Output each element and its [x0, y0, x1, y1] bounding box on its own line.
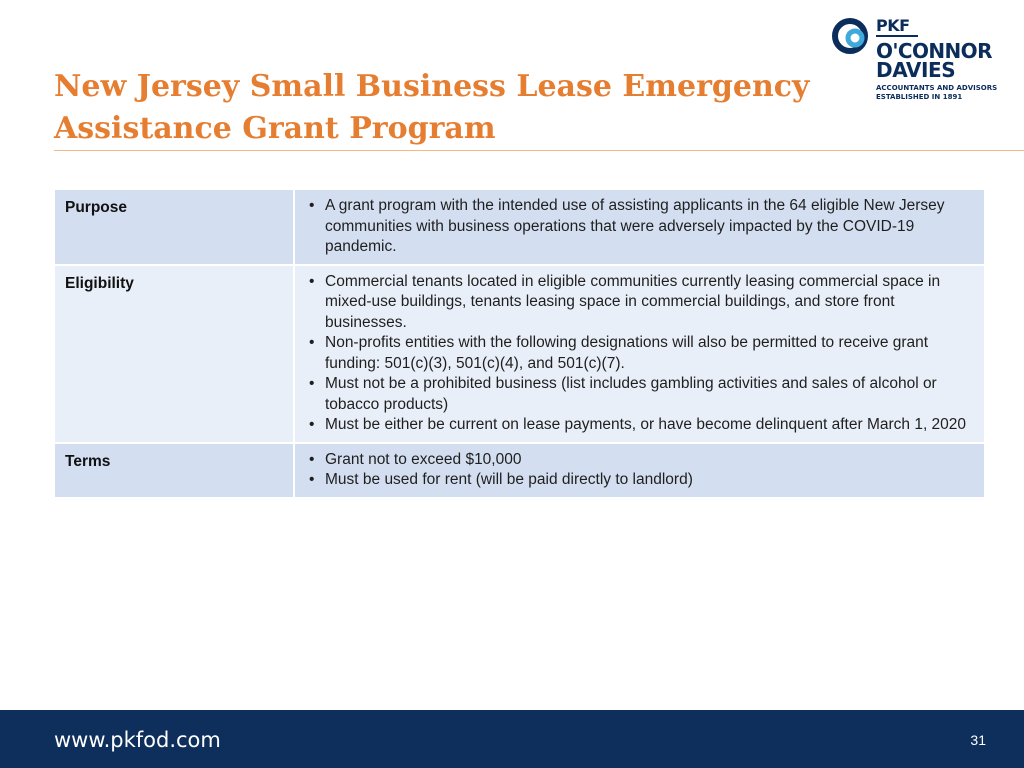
- row-label: Purpose: [55, 190, 295, 264]
- table-row-eligibility: [55, 264, 984, 442]
- table-row-terms: [55, 442, 984, 497]
- bullet-list: [305, 450, 974, 491]
- logo-mark-icon: [831, 16, 881, 66]
- row-label: Terms: [55, 442, 295, 497]
- bullet-item: • A grant program with the intended use of assisting applicants in the 64 eligible New Jersey communities with business operations that were adversely impacted by the COVID-19 pandemic.: [305, 196, 974, 258]
- bullet-item: • Must be either be current on lease payments, or have become delinquent after March 1, 2020: [305, 415, 974, 436]
- bullet-item: • Must be used for rent (will be paid directly to landlord): [305, 470, 974, 491]
- slide-title-line-2: Assistance Grant Program: [54, 111, 496, 146]
- bullet-list: [305, 196, 974, 258]
- bullet-list: [305, 272, 974, 436]
- slide-title: [54, 66, 854, 150]
- logo-divider: [876, 35, 918, 37]
- table-row-purpose: [55, 190, 984, 264]
- logo-established: ESTABLISHED IN 1891: [876, 93, 963, 101]
- row-content: [295, 442, 984, 497]
- footer-bar: [0, 710, 1024, 768]
- bullet-item: • Non-profits entities with the following designations will also be permitted to receive grant funding: 501(c)(3), 501(c)(4), and 501(c)(7).: [305, 333, 974, 374]
- page-number: 31: [970, 732, 986, 748]
- bullet-item: • Grant not to exceed $10,000: [305, 450, 974, 471]
- logo-name-line-2: DAVIES: [876, 58, 956, 82]
- row-content: [295, 190, 984, 264]
- title-divider: [54, 150, 1024, 151]
- slide-title-line-1: New Jersey Small Business Lease Emergency: [54, 69, 810, 104]
- bullet-item: • Commercial tenants located in eligible communities currently leasing commercial space in mixed-use buildings, tenants leasing space in commercial buildings, and store front businesses.: [305, 272, 974, 334]
- program-details-table: [55, 190, 984, 497]
- footer-website-link[interactable]: www.pkfod.com: [54, 728, 221, 752]
- row-label: Eligibility: [55, 264, 295, 442]
- logo-name-line-1: O'CONNOR: [876, 39, 992, 63]
- logo-tagline: ACCOUNTANTS AND ADVISORS: [876, 84, 998, 92]
- logo-brand: PKF: [876, 16, 910, 35]
- bullet-item: • Must not be a prohibited business (list includes gambling activities and sales of alcohol or tobacco products): [305, 374, 974, 415]
- row-content: [295, 264, 984, 442]
